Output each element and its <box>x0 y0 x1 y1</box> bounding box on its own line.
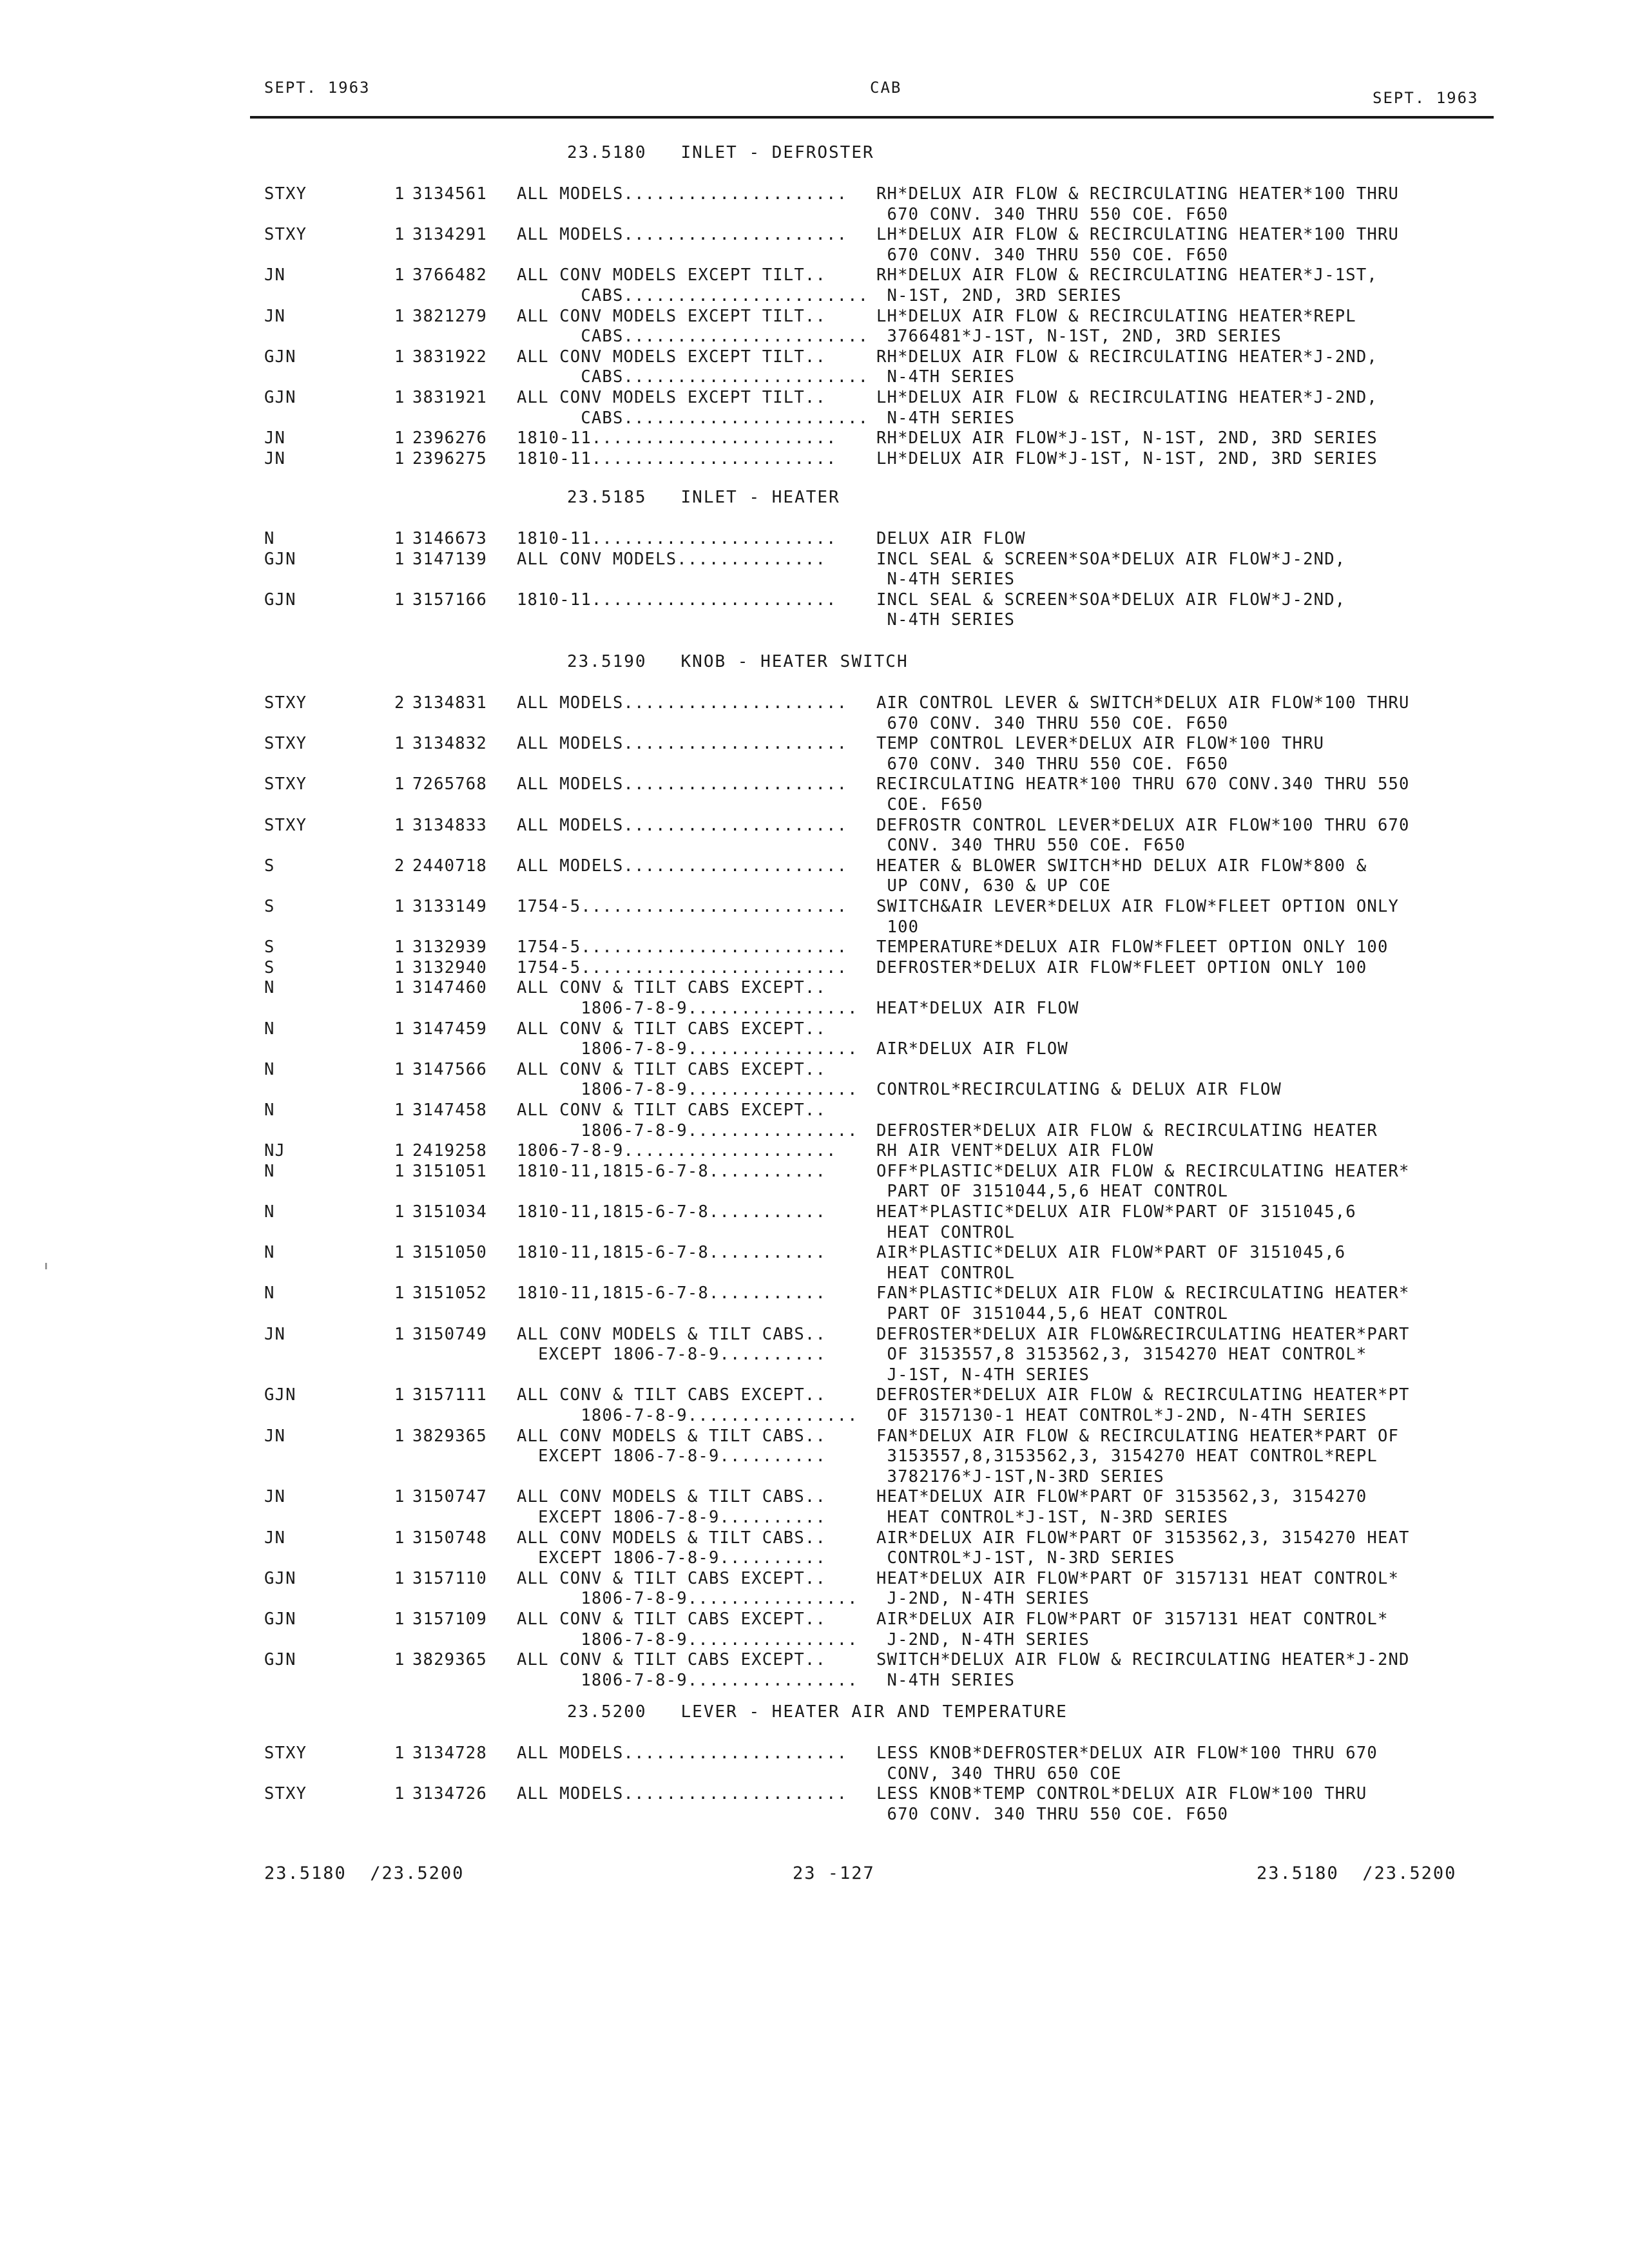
part-description: OF 3153557,8 3153562,3, 3154270 HEAT CONTROL* <box>876 1345 1367 1365</box>
part-number: 3147460 <box>412 978 487 998</box>
model-code: N <box>264 1019 275 1039</box>
model-code: JN <box>264 428 286 448</box>
quantity: 1 <box>394 225 405 245</box>
part-number: 3157109 <box>412 1610 487 1629</box>
scan-mark <box>45 1263 47 1269</box>
part-description: N-4TH SERIES <box>876 570 1016 590</box>
model-code: STXY <box>264 1744 307 1763</box>
part-description: LH*DELUX AIR FLOW & RECIRCULATING HEATER*100 THRU <box>876 225 1400 245</box>
part-description: HEAT CONTROL <box>876 1263 1016 1283</box>
model-applicability: 1806-7-8-9................ <box>517 998 858 1018</box>
part-description: RECIRCULATING HEATR*100 THRU 670 CONV.340 THRU 550 <box>876 774 1410 794</box>
part-description: LESS KNOB*TEMP CONTROL*DELUX AIR FLOW*100 THRU <box>876 1784 1367 1804</box>
part-row <box>0 1202 1629 1243</box>
part-description: HEATER & BLOWER SWITCH*HD DELUX AIR FLOW*800 & <box>876 856 1367 876</box>
part-description: DEFROSTER*DELUX AIR FLOW*FLEET OPTION ONLY 100 <box>876 957 1367 977</box>
model-code: STXY <box>264 774 307 794</box>
model-code: GJN <box>264 1385 296 1405</box>
part-description: LESS KNOB*DEFROSTER*DELUX AIR FLOW*100 THRU 670 <box>876 1744 1378 1763</box>
part-description: SWITCH&AIR LEVER*DELUX AIR FLOW*FLEET OPTION ONLY <box>876 897 1400 916</box>
part-row <box>0 856 1629 897</box>
model-code: GJN <box>264 1610 296 1629</box>
part-description: CONV. 340 THRU 550 COE. F650 <box>876 836 1186 856</box>
model-applicability: ALL MODELS..................... <box>517 1784 848 1804</box>
model-applicability: ALL MODELS..................... <box>517 856 848 876</box>
part-description: CONV, 340 THRU 650 COE <box>876 1763 1122 1783</box>
quantity: 1 <box>394 1568 405 1588</box>
part-row <box>0 1528 1629 1569</box>
model-applicability: ALL CONV MODELS & TILT CABS.. <box>517 1324 827 1344</box>
part-row <box>0 1141 1629 1162</box>
part-number: 3829365 <box>412 1426 487 1446</box>
part-description: N-4TH SERIES <box>876 610 1016 630</box>
part-row <box>0 816 1629 856</box>
model-applicability: ALL CONV MODELS & TILT CABS.. <box>517 1487 827 1507</box>
model-code: STXY <box>264 693 307 713</box>
part-number: 3132939 <box>412 937 487 957</box>
part-description: OF 3157130-1 HEAT CONTROL*J-2ND, N-4TH SERIES <box>876 1405 1367 1425</box>
quantity: 1 <box>394 1141 405 1161</box>
model-code: N <box>264 1283 275 1303</box>
quantity: 1 <box>394 1019 405 1039</box>
model-applicability: 1754-5......................... <box>517 937 848 957</box>
part-number: 3133149 <box>412 897 487 916</box>
part-description: COE. F650 <box>876 794 983 814</box>
model-applicability: 1810-11....................... <box>517 590 837 610</box>
quantity: 2 <box>394 693 405 713</box>
model-applicability: 1806-7-8-9.................... <box>517 1141 837 1161</box>
model-code: GJN <box>264 549 296 569</box>
model-code: STXY <box>264 815 307 835</box>
model-applicability: 1806-7-8-9................ <box>517 1670 858 1690</box>
quantity: 1 <box>394 1487 405 1507</box>
quantity: 1 <box>394 590 405 610</box>
model-applicability: ALL CONV & TILT CABS EXCEPT.. <box>517 1610 827 1629</box>
model-code: S <box>264 937 275 957</box>
quantity: 1 <box>394 1202 405 1222</box>
model-applicability: 1810-11....................... <box>517 448 837 468</box>
part-description: TEMP CONTROL LEVER*DELUX AIR FLOW*100 THRU <box>876 734 1325 754</box>
part-description: 3153557,8,3153562,3, 3154270 HEAT CONTROL*REPL <box>876 1446 1378 1466</box>
part-number: 3132940 <box>412 957 487 977</box>
part-number: 3151051 <box>412 1161 487 1181</box>
model-applicability: ALL CONV & TILT CABS EXCEPT.. <box>517 1059 827 1079</box>
model-code: N <box>264 1202 275 1222</box>
part-row <box>0 265 1629 306</box>
quantity: 1 <box>394 549 405 569</box>
part-description: INCL SEAL & SCREEN*SOA*DELUX AIR FLOW*J-2ND, <box>876 549 1346 569</box>
part-row <box>0 1060 1629 1100</box>
header-date-left: SEPT. 1963 <box>264 79 371 97</box>
part-description: HEAT CONTROL <box>876 1222 1016 1242</box>
model-applicability: 1806-7-8-9................ <box>517 1039 858 1059</box>
footer-page-number: 23 -127 <box>793 1863 875 1883</box>
part-description: N-1ST, 2ND, 3RD SERIES <box>876 285 1122 305</box>
model-applicability: ALL CONV MODELS.............. <box>517 549 827 569</box>
model-code: N <box>264 529 275 548</box>
model-applicability: ALL MODELS..................... <box>517 815 848 835</box>
part-row <box>0 225 1629 265</box>
part-number: 3150749 <box>412 1324 487 1344</box>
quantity: 1 <box>394 1528 405 1548</box>
model-code: GJN <box>264 590 296 610</box>
part-row <box>0 1650 1629 1691</box>
part-number: 3766482 <box>412 265 487 285</box>
model-applicability: EXCEPT 1806-7-8-9.......... <box>517 1446 827 1466</box>
part-description: AIR*DELUX AIR FLOW <box>876 1039 1068 1059</box>
part-description: DEFROSTR CONTROL LEVER*DELUX AIR FLOW*100 THRU 670 <box>876 815 1410 835</box>
part-row <box>0 529 1629 550</box>
quantity: 1 <box>394 1100 405 1120</box>
part-description: AIR CONTROL LEVER & SWITCH*DELUX AIR FLOW*100 THRU <box>876 693 1410 713</box>
part-description: HEAT CONTROL*J-1ST, N-3RD SERIES <box>876 1507 1229 1527</box>
part-row <box>0 1487 1629 1528</box>
part-row <box>0 1325 1629 1386</box>
header-rule <box>250 116 1494 119</box>
part-description: HEAT*DELUX AIR FLOW*PART OF 3153562,3, 3154270 <box>876 1487 1367 1507</box>
part-row <box>0 978 1629 1019</box>
model-applicability: ALL CONV & TILT CABS EXCEPT.. <box>517 978 827 998</box>
part-number: 3147566 <box>412 1059 487 1079</box>
part-description: HEAT*PLASTIC*DELUX AIR FLOW*PART OF 3151045,6 <box>876 1202 1356 1222</box>
part-row <box>0 590 1629 631</box>
model-applicability: 1806-7-8-9................ <box>517 1080 858 1100</box>
part-description: LH*DELUX AIR FLOW & RECIRCULATING HEATER*REPL <box>876 306 1356 326</box>
part-row <box>0 428 1629 449</box>
part-description: DELUX AIR FLOW <box>876 529 1026 548</box>
model-code: STXY <box>264 1784 307 1804</box>
header-section-name: CAB <box>870 79 902 97</box>
part-number: 3829365 <box>412 1650 487 1670</box>
part-number: 2419258 <box>412 1141 487 1161</box>
model-code: S <box>264 957 275 977</box>
part-row <box>0 1569 1629 1610</box>
part-number: 3134561 <box>412 184 487 204</box>
part-number: 3821279 <box>412 306 487 326</box>
model-applicability: CABS....................... <box>517 408 869 428</box>
part-description: SWITCH*DELUX AIR FLOW & RECIRCULATING HEATER*J-2ND <box>876 1650 1410 1670</box>
part-description: RH*DELUX AIR FLOW*J-1ST, N-1ST, 2ND, 3RD SERIES <box>876 428 1378 448</box>
model-applicability: 1810-11....................... <box>517 529 837 548</box>
part-description: J-2ND, N-4TH SERIES <box>876 1629 1090 1649</box>
quantity: 1 <box>394 1243 405 1263</box>
part-row <box>0 550 1629 590</box>
model-applicability: ALL CONV MODELS EXCEPT TILT.. <box>517 265 827 285</box>
model-applicability: ALL CONV MODELS EXCEPT TILT.. <box>517 388 827 407</box>
model-code: JN <box>264 306 286 326</box>
part-number: 3134831 <box>412 693 487 713</box>
part-number: 3157110 <box>412 1568 487 1588</box>
model-code: GJN <box>264 1568 296 1588</box>
model-applicability: ALL CONV & TILT CABS EXCEPT.. <box>517 1650 827 1670</box>
model-code: STXY <box>264 184 307 204</box>
quantity: 1 <box>394 957 405 977</box>
part-description: 3766481*J-1ST, N-1ST, 2ND, 3RD SERIES <box>876 327 1282 347</box>
part-number: 3134832 <box>412 734 487 754</box>
part-number: 3134728 <box>412 1744 487 1763</box>
part-description: FAN*DELUX AIR FLOW & RECIRCULATING HEATER*PART OF <box>876 1426 1400 1446</box>
model-applicability: EXCEPT 1806-7-8-9.......... <box>517 1548 827 1568</box>
model-applicability: CABS....................... <box>517 327 869 347</box>
model-code: NJ <box>264 1141 286 1161</box>
section-title: 23.5190 KNOB - HEATER SWITCH <box>567 652 909 671</box>
model-code: GJN <box>264 347 296 367</box>
model-applicability: ALL CONV MODELS & TILT CABS.. <box>517 1528 827 1548</box>
quantity: 1 <box>394 897 405 916</box>
part-row <box>0 347 1629 388</box>
part-description: INCL SEAL & SCREEN*SOA*DELUX AIR FLOW*J-2ND, <box>876 590 1346 610</box>
part-number: 2396275 <box>412 448 487 468</box>
model-applicability: ALL CONV MODELS EXCEPT TILT.. <box>517 306 827 326</box>
model-code: N <box>264 1059 275 1079</box>
part-number: 3146673 <box>412 529 487 548</box>
model-code: N <box>264 1100 275 1120</box>
part-row <box>0 1610 1629 1650</box>
part-description: HEAT*DELUX AIR FLOW <box>876 998 1079 1018</box>
model-applicability: 1810-11,1815-6-7-8........... <box>517 1243 827 1263</box>
quantity: 1 <box>394 1161 405 1181</box>
part-description: J-2ND, N-4TH SERIES <box>876 1589 1090 1609</box>
part-description: 670 CONV. 340 THRU 550 COE. F650 <box>876 713 1229 733</box>
part-description: CONTROL*RECIRCULATING & DELUX AIR FLOW <box>876 1080 1282 1100</box>
part-row <box>0 1385 1629 1426</box>
header-date-right: SEPT. 1963 <box>1373 89 1479 107</box>
model-applicability: 1806-7-8-9................ <box>517 1629 858 1649</box>
part-row <box>0 1019 1629 1060</box>
quantity: 1 <box>394 1059 405 1079</box>
part-number: 3831921 <box>412 388 487 407</box>
part-row <box>0 734 1629 774</box>
part-description: PART OF 3151044,5,6 HEAT CONTROL <box>876 1182 1229 1202</box>
model-applicability: EXCEPT 1806-7-8-9.......... <box>517 1507 827 1527</box>
quantity: 1 <box>394 1385 405 1405</box>
part-row <box>0 1283 1629 1324</box>
model-code: JN <box>264 1324 286 1344</box>
part-description: 3782176*J-1ST,N-3RD SERIES <box>876 1466 1164 1486</box>
part-description: AIR*DELUX AIR FLOW*PART OF 3157131 HEAT CONTROL* <box>876 1610 1389 1629</box>
model-applicability: 1806-7-8-9................ <box>517 1589 858 1609</box>
quantity: 1 <box>394 1426 405 1446</box>
model-applicability: ALL MODELS..................... <box>517 1744 848 1763</box>
part-number: 3151034 <box>412 1202 487 1222</box>
section-title: 23.5185 INLET - HEATER <box>567 488 840 507</box>
part-number: 2440718 <box>412 856 487 876</box>
part-row <box>0 1784 1629 1825</box>
model-code: JN <box>264 1528 286 1548</box>
model-code: GJN <box>264 1650 296 1670</box>
part-description: LH*DELUX AIR FLOW & RECIRCULATING HEATER*J-2ND, <box>876 388 1378 407</box>
model-applicability: 1810-11,1815-6-7-8........... <box>517 1202 827 1222</box>
quantity: 1 <box>394 1784 405 1804</box>
quantity: 1 <box>394 734 405 754</box>
part-description: J-1ST, N-4TH SERIES <box>876 1365 1090 1385</box>
footer-range-right: 23.5180 /23.5200 <box>1257 1863 1457 1883</box>
part-description: AIR*PLASTIC*DELUX AIR FLOW*PART OF 3151045,6 <box>876 1243 1346 1263</box>
part-description: PART OF 3151044,5,6 HEAT CONTROL <box>876 1303 1229 1323</box>
part-row <box>0 1162 1629 1202</box>
model-applicability: 1810-11....................... <box>517 428 837 448</box>
model-code: STXY <box>264 734 307 754</box>
part-description: RH*DELUX AIR FLOW & RECIRCULATING HEATER*100 THRU <box>876 184 1400 204</box>
model-applicability: 1810-11,1815-6-7-8........... <box>517 1161 827 1181</box>
quantity: 1 <box>394 428 405 448</box>
model-applicability: ALL CONV & TILT CABS EXCEPT.. <box>517 1568 827 1588</box>
part-number: 3134833 <box>412 815 487 835</box>
part-number: 3134291 <box>412 225 487 245</box>
model-applicability: ALL MODELS..................... <box>517 225 848 245</box>
part-description: HEAT*DELUX AIR FLOW*PART OF 3157131 HEAT CONTROL* <box>876 1568 1400 1588</box>
part-description: CONTROL*J-1ST, N-3RD SERIES <box>876 1548 1175 1568</box>
part-description: RH*DELUX AIR FLOW & RECIRCULATING HEATER*J-2ND, <box>876 347 1378 367</box>
quantity: 1 <box>394 937 405 957</box>
model-applicability: 1806-7-8-9................ <box>517 1405 858 1425</box>
part-description: 100 <box>876 917 920 937</box>
part-description: TEMPERATURE*DELUX AIR FLOW*FLEET OPTION ONLY 100 <box>876 937 1389 957</box>
part-row <box>0 307 1629 347</box>
model-applicability: ALL CONV & TILT CABS EXCEPT.. <box>517 1019 827 1039</box>
part-number: 3147458 <box>412 1100 487 1120</box>
quantity: 1 <box>394 774 405 794</box>
part-description: RH AIR VENT*DELUX AIR FLOW <box>876 1141 1154 1161</box>
quantity: 1 <box>394 1610 405 1629</box>
part-number: 3147139 <box>412 549 487 569</box>
part-row <box>0 1243 1629 1283</box>
model-applicability: 1754-5......................... <box>517 957 848 977</box>
part-number: 3150748 <box>412 1528 487 1548</box>
part-row <box>0 693 1629 734</box>
part-description: N-4TH SERIES <box>876 367 1016 387</box>
model-applicability: ALL CONV MODELS EXCEPT TILT.. <box>517 347 827 367</box>
section-title: 23.5200 LEVER - HEATER AIR AND TEMPERATURE <box>567 1702 1068 1722</box>
model-applicability: ALL CONV MODELS & TILT CABS.. <box>517 1426 827 1446</box>
part-number: 3147459 <box>412 1019 487 1039</box>
quantity: 1 <box>394 1650 405 1670</box>
part-description: DEFROSTER*DELUX AIR FLOW & RECIRCULATING HEATER <box>876 1120 1378 1140</box>
quantity: 1 <box>394 815 405 835</box>
model-code: S <box>264 897 275 916</box>
part-number: 2396276 <box>412 428 487 448</box>
model-applicability: ALL MODELS..................... <box>517 693 848 713</box>
quantity: 1 <box>394 1744 405 1763</box>
part-row <box>0 184 1629 225</box>
part-description: FAN*PLASTIC*DELUX AIR FLOW & RECIRCULATING HEATER* <box>876 1283 1410 1303</box>
part-description: AIR*DELUX AIR FLOW*PART OF 3153562,3, 3154270 HEAT <box>876 1528 1410 1548</box>
part-description: N-4TH SERIES <box>876 408 1016 428</box>
quantity: 2 <box>394 856 405 876</box>
model-applicability: EXCEPT 1806-7-8-9.......... <box>517 1345 827 1365</box>
part-row <box>0 388 1629 428</box>
model-code: JN <box>264 1487 286 1507</box>
model-code: GJN <box>264 388 296 407</box>
part-description: DEFROSTER*DELUX AIR FLOW&RECIRCULATING HEATER*PART <box>876 1324 1410 1344</box>
model-applicability: CABS....................... <box>517 285 869 305</box>
model-applicability: 1810-11,1815-6-7-8........... <box>517 1283 827 1303</box>
part-row <box>0 958 1629 979</box>
quantity: 1 <box>394 347 405 367</box>
part-row <box>0 897 1629 937</box>
model-applicability: ALL CONV & TILT CABS EXCEPT.. <box>517 1385 827 1405</box>
model-code: N <box>264 978 275 998</box>
quantity: 1 <box>394 978 405 998</box>
part-description: N-4TH SERIES <box>876 1670 1016 1690</box>
model-applicability: 1806-7-8-9................ <box>517 1120 858 1140</box>
part-row <box>0 1427 1629 1488</box>
part-row <box>0 449 1629 470</box>
part-number: 7265768 <box>412 774 487 794</box>
quantity: 1 <box>394 529 405 548</box>
model-applicability: ALL MODELS..................... <box>517 774 848 794</box>
part-description: 670 CONV. 340 THRU 550 COE. F650 <box>876 754 1229 774</box>
model-applicability: ALL MODELS..................... <box>517 184 848 204</box>
quantity: 1 <box>394 184 405 204</box>
part-number: 3831922 <box>412 347 487 367</box>
model-applicability: CABS....................... <box>517 367 869 387</box>
model-code: JN <box>264 265 286 285</box>
part-number: 3151052 <box>412 1283 487 1303</box>
part-description: RH*DELUX AIR FLOW & RECIRCULATING HEATER*J-1ST, <box>876 265 1378 285</box>
part-row <box>0 1744 1629 1784</box>
quantity: 1 <box>394 265 405 285</box>
quantity: 1 <box>394 306 405 326</box>
part-row <box>0 1100 1629 1141</box>
model-applicability: ALL CONV & TILT CABS EXCEPT.. <box>517 1100 827 1120</box>
part-description: 670 CONV. 340 THRU 550 COE. F650 <box>876 1804 1229 1824</box>
part-description: 670 CONV. 340 THRU 550 COE. F650 <box>876 245 1229 265</box>
part-row <box>0 937 1629 958</box>
part-number: 3151050 <box>412 1243 487 1263</box>
model-code: S <box>264 856 275 876</box>
part-description: OFF*PLASTIC*DELUX AIR FLOW & RECIRCULATING HEATER* <box>876 1161 1410 1181</box>
quantity: 1 <box>394 448 405 468</box>
part-number: 3157166 <box>412 590 487 610</box>
model-applicability: ALL MODELS..................... <box>517 734 848 754</box>
part-description: UP CONV, 630 & UP COE <box>876 876 1112 896</box>
part-number: 3150747 <box>412 1487 487 1507</box>
model-code: STXY <box>264 225 307 245</box>
model-code: JN <box>264 448 286 468</box>
part-row <box>0 774 1629 815</box>
part-description: LH*DELUX AIR FLOW*J-1ST, N-1ST, 2ND, 3RD SERIES <box>876 448 1378 468</box>
quantity: 1 <box>394 388 405 407</box>
model-applicability: 1754-5......................... <box>517 897 848 916</box>
part-description: 670 CONV. 340 THRU 550 COE. F650 <box>876 204 1229 224</box>
part-number: 3157111 <box>412 1385 487 1405</box>
model-code: JN <box>264 1426 286 1446</box>
part-number: 3134726 <box>412 1784 487 1804</box>
model-code: N <box>264 1161 275 1181</box>
quantity: 1 <box>394 1283 405 1303</box>
section-title: 23.5180 INLET - DEFROSTER <box>567 143 874 162</box>
part-description: DEFROSTER*DELUX AIR FLOW & RECIRCULATING HEATER*PT <box>876 1385 1410 1405</box>
quantity: 1 <box>394 1324 405 1344</box>
model-code: N <box>264 1243 275 1263</box>
footer-range-left: 23.5180 /23.5200 <box>264 1863 465 1883</box>
